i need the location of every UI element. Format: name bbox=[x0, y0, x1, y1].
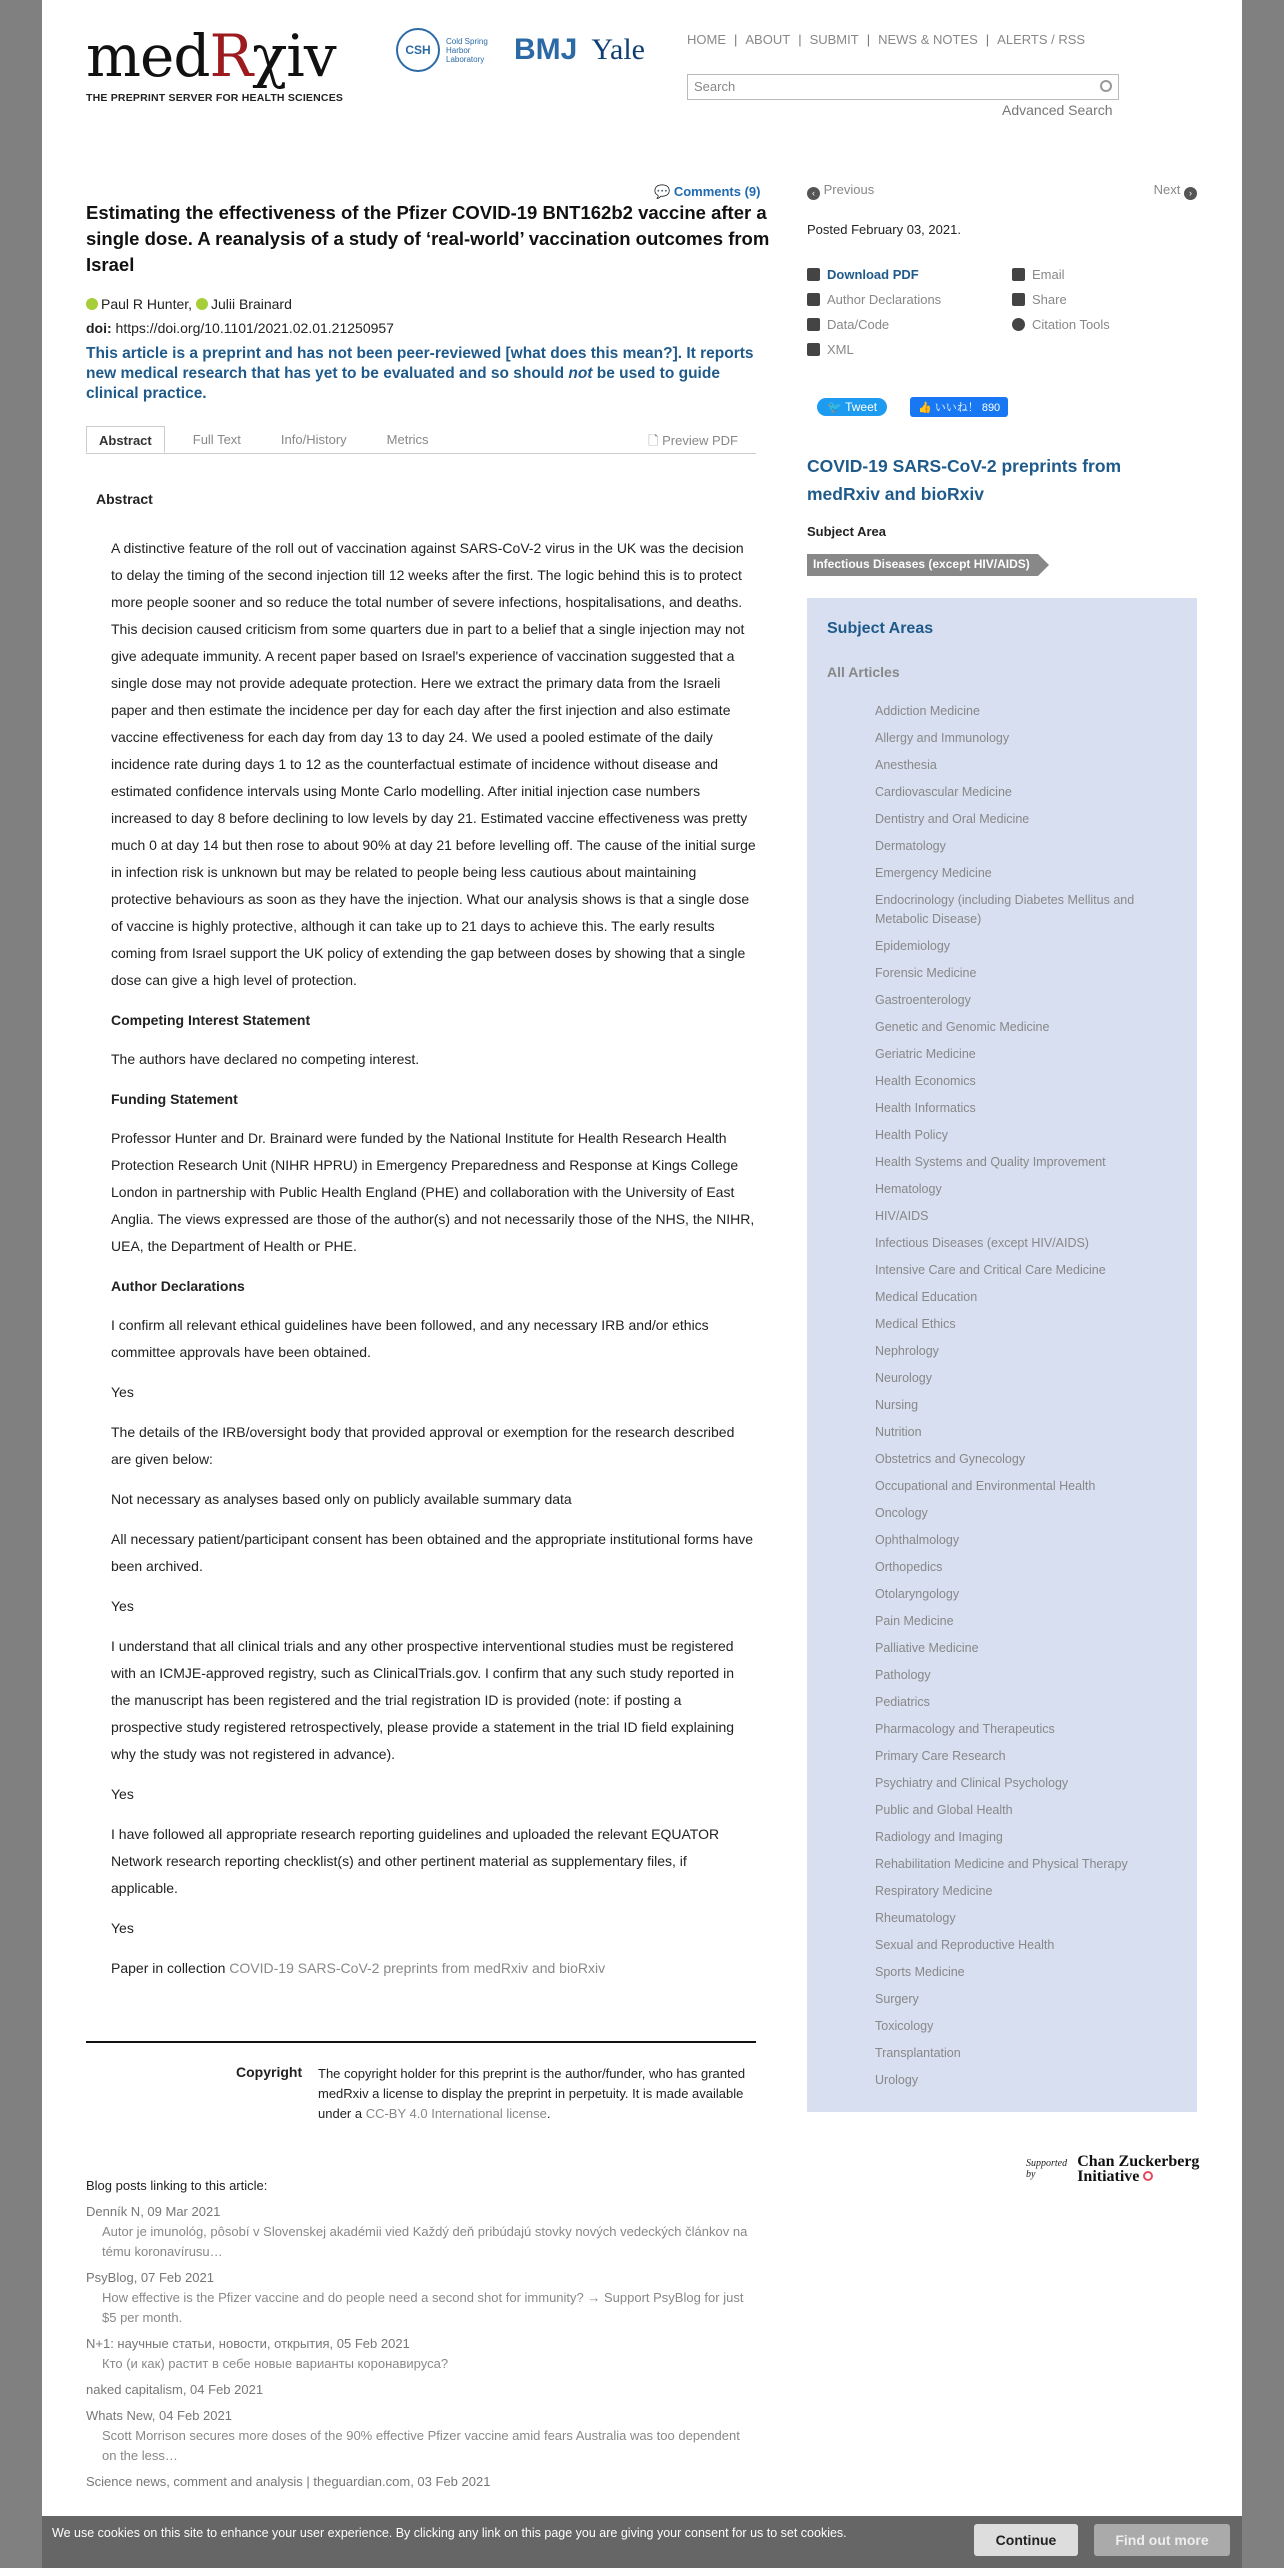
tab-abstract[interactable]: Abstract bbox=[86, 426, 165, 453]
subject-area-item[interactable]: Neurology bbox=[875, 1371, 932, 1385]
declaration-answer: Yes bbox=[111, 1598, 134, 1614]
download-pdf-link[interactable] bbox=[807, 262, 1007, 287]
cookie-banner bbox=[42, 2516, 1242, 2568]
notice-text-b: be used to guide clinical practice. bbox=[86, 365, 720, 402]
orcid-icon[interactable] bbox=[196, 298, 208, 310]
subject-tag[interactable]: Infectious Diseases (except HIV/AIDS) bbox=[807, 554, 1038, 576]
thumbs-up-icon: 👍 bbox=[918, 402, 935, 414]
subject-area-item[interactable]: Sexual and Reproductive Health bbox=[875, 1938, 1055, 1952]
citation-tools-link[interactable] bbox=[1012, 312, 1192, 337]
search-input[interactable] bbox=[687, 74, 1119, 100]
subject-area-item[interactable]: Transplantation bbox=[875, 2046, 961, 2060]
blog-source[interactable]: Denník N, 09 Mar 2021 bbox=[86, 2204, 221, 2219]
bird-icon: 🐦 bbox=[827, 400, 846, 414]
xml-link[interactable] bbox=[807, 337, 1007, 362]
declaration-answer: Yes bbox=[111, 1384, 134, 1400]
top-nav bbox=[687, 32, 1085, 47]
doi bbox=[86, 320, 394, 336]
blog-source[interactable]: naked capitalism, 04 Feb 2021 bbox=[86, 2382, 264, 2397]
collection-title[interactable]: COVID-19 SARS-CoV-2 preprints from medRxiv and bioRxiv bbox=[807, 456, 1122, 504]
globe-icon bbox=[1012, 318, 1025, 331]
blog-excerpt[interactable]: Autor je imunológ, pôsobí v Slovenskej akadémii vied Každý deň pribúdajú stovky nových vedeckých článkov na tému koronavírusu… bbox=[102, 2224, 748, 2259]
subject-area-item[interactable]: Rehabilitation Medicine and Physical Therapy bbox=[875, 1857, 1128, 1871]
subject-area-item[interactable]: Dentistry and Oral Medicine bbox=[875, 812, 1030, 826]
declaration-item: The details of the IRB/oversight body that provided approval or exemption for the research described are given below: bbox=[111, 1424, 735, 1467]
subject-area-item[interactable]: Respiratory Medicine bbox=[875, 1884, 993, 1898]
previous-label: Previous bbox=[823, 182, 875, 197]
subject-area-item[interactable]: Intensive Care and Critical Care Medicine bbox=[875, 1263, 1106, 1277]
checkbox-icon bbox=[807, 293, 820, 306]
license-link[interactable]: CC-BY 4.0 International license bbox=[365, 2106, 547, 2121]
csh-name: Cold Spring Harbor Laboratory bbox=[446, 36, 488, 64]
subject-areas-panel bbox=[807, 598, 1197, 2112]
subject-area-item[interactable]: Hematology bbox=[875, 1182, 942, 1196]
subject-area-item[interactable]: HIV/AIDS bbox=[875, 1209, 929, 1223]
czi-name: Chan Zuckerberg Initiative bbox=[1077, 2153, 1200, 2185]
external-link-icon bbox=[807, 318, 820, 331]
subject-area-item[interactable]: Public and Global Health bbox=[875, 1803, 1013, 1817]
tweet-button[interactable] bbox=[817, 398, 887, 416]
doi-link[interactable]: https://doi.org/10.1101/2021.02.01.21250957 bbox=[115, 320, 394, 336]
subject-area-item[interactable]: Infectious Diseases (except HIV/AIDS) bbox=[875, 1236, 1089, 1250]
funding-heading: Funding Statement bbox=[111, 1091, 238, 1107]
xml-label: XML bbox=[827, 342, 854, 357]
blog-posts bbox=[86, 2176, 756, 2492]
czi-sponsor[interactable] bbox=[1026, 2154, 1242, 2184]
chevron-right-icon: › bbox=[1184, 187, 1197, 200]
nav-about[interactable]: ABOUT bbox=[745, 32, 791, 47]
share-link[interactable] bbox=[1012, 287, 1192, 312]
subject-area-item[interactable]: Psychiatry and Clinical Psychology bbox=[875, 1776, 1069, 1790]
subject-area-item[interactable]: Health Informatics bbox=[875, 1101, 976, 1115]
nav-alerts[interactable]: ALERTS / RSS bbox=[997, 32, 1086, 47]
subject-area-item[interactable]: Pharmacology and Therapeutics bbox=[875, 1722, 1055, 1736]
next-label: Next bbox=[1153, 182, 1181, 197]
subject-area-label: Subject Area bbox=[807, 524, 886, 539]
declaration-answer: Yes bbox=[111, 1786, 134, 1802]
subject-area-item[interactable]: Pathology bbox=[875, 1668, 931, 1682]
tweet-label: Tweet bbox=[845, 400, 878, 414]
subject-area-item[interactable]: Obstetrics and Gynecology bbox=[875, 1452, 1026, 1466]
subject-area-item[interactable]: Genetic and Genomic Medicine bbox=[875, 1020, 1050, 1034]
author-link[interactable]: Julii Brainard bbox=[210, 296, 292, 312]
tab-metrics[interactable]: Metrics bbox=[386, 432, 429, 447]
czi-logo bbox=[1077, 2154, 1242, 2184]
copyright-body: The copyright holder for this preprint is the author/funder, who has granted medRxiv a license to display the preprint in perpetuity. It is made available under a bbox=[318, 2066, 746, 2121]
partner-logos bbox=[396, 28, 645, 72]
nav-home[interactable]: HOME bbox=[687, 32, 726, 47]
subject-area-item[interactable]: Urology bbox=[875, 2073, 919, 2087]
collection-link[interactable]: COVID-19 SARS-CoV-2 preprints from medRxiv and bioRxiv bbox=[229, 1960, 606, 1976]
logo-text-med: med bbox=[86, 22, 210, 90]
like-button[interactable] bbox=[910, 397, 1008, 417]
abstract-text: A distinctive feature of the roll out of vaccination against SARS-CoV-2 virus in the UK was the decision to delay the timing of the second injection till 12 weeks after the first. The logic behind this is to protect more people sooner and so reduce the total number of severe infections, hospitalisations, and deaths. This decision caused criticism from some quarters due in part to a belief that a single injection may not give adequate immunity. A recent paper based on Israel's experience of vaccination suggested that a single dose may not provide adequate protection. Here we extract the primary data from the Israeli paper and then estimate the incidence per day for each day after the first injection and also estimate vaccine effectiveness for each day from day 13 to day 24. We used a pooled estimate of the daily incidence rate during days 1 to 12 as the counterfactual estimate of incidence without disease and estimated confidence intervals using Monte Carlo modelling. After initial injection case numbers increased to day 8 before declining to low levels by day 21. Estimated vaccine effectiveness was pretty much 0 at day 14 but then rose to about 90% at day 21 before levelling off. The cause of the initial surge in infection risk is unknown but may be related to people being less cautious about maintaining protective behaviours as soon as they have the injection. What our analysis shows is that a single dose of vaccine is highly protective, although it can take up to 21 days to achieve this. The early results coming from Israel support the UK policy of extending the gap between doses by showing that a single dose can give a high level of protection. bbox=[111, 540, 756, 988]
collection-line bbox=[111, 1955, 756, 1982]
data-code-link[interactable] bbox=[807, 312, 1007, 337]
posted-date: Posted February 03, 2021. bbox=[807, 222, 961, 237]
subject-areas-heading: Subject Areas bbox=[827, 620, 934, 637]
subject-area-item[interactable]: Endocrinology (including Diabetes Mellitus and Metabolic Disease) bbox=[875, 893, 1135, 926]
divider bbox=[86, 2041, 756, 2043]
logo-text-xiv: χiv bbox=[252, 22, 336, 90]
subject-area-item[interactable]: Primary Care Research bbox=[875, 1749, 1006, 1763]
download-pdf-label: Download PDF bbox=[827, 267, 919, 282]
nav-separator: | bbox=[798, 32, 802, 47]
continue-button[interactable]: Continue bbox=[974, 2524, 1078, 2556]
nav-separator: | bbox=[866, 32, 871, 47]
email-label: Email bbox=[1032, 267, 1065, 282]
abstract-heading: Abstract bbox=[96, 491, 153, 507]
subject-area-item[interactable]: Allergy and Immunology bbox=[875, 731, 1010, 745]
author-declarations-link[interactable] bbox=[807, 287, 1007, 312]
copyright-end: . bbox=[546, 2106, 551, 2121]
subject-area-item[interactable]: Cardiovascular Medicine bbox=[875, 785, 1012, 799]
all-articles-link[interactable]: All Articles bbox=[827, 664, 900, 680]
envelope-icon bbox=[1012, 268, 1025, 281]
advanced-search-link[interactable]: Advanced Search bbox=[1002, 102, 1113, 118]
notice-text-not: not bbox=[568, 365, 593, 382]
subject-area-item[interactable]: Forensic Medicine bbox=[875, 966, 977, 980]
nav-news[interactable]: NEWS & NOTES bbox=[878, 32, 978, 47]
article-tabs bbox=[86, 426, 756, 454]
blog-source[interactable]: Whats New, 04 Feb 2021 bbox=[86, 2408, 232, 2423]
subject-area-item[interactable]: Surgery bbox=[875, 1992, 919, 2006]
competing-heading: Competing Interest Statement bbox=[111, 1012, 311, 1028]
medrxiv-logo[interactable] bbox=[86, 22, 344, 104]
bmj-logo[interactable]: BMJ bbox=[514, 33, 578, 66]
author-declarations-label: Author Declarations bbox=[827, 292, 942, 307]
subject-area-item[interactable]: Geriatric Medicine bbox=[875, 1047, 976, 1061]
subject-area-item[interactable]: Ophthalmology bbox=[875, 1533, 960, 1547]
notice-text-a: This article is a preprint and has not been peer-reviewed [what does this mean?]. It reports new medical research that has yet to be evaluated and so should bbox=[86, 345, 754, 382]
declarations-heading: Author Declarations bbox=[111, 1278, 245, 1294]
previous-link[interactable] bbox=[807, 182, 874, 197]
email-link[interactable] bbox=[1012, 262, 1192, 287]
subject-area-item[interactable]: Nursing bbox=[875, 1398, 919, 1412]
declaration-item: I confirm all relevant ethical guidelines have been followed, and any necessary IRB and/or ethics committee approvals have been obtained. bbox=[111, 1317, 709, 1360]
subject-area-item[interactable]: Medical Ethics bbox=[875, 1317, 956, 1331]
article-content bbox=[96, 486, 756, 1995]
subject-area-item[interactable]: Epidemiology bbox=[875, 939, 951, 953]
blog-excerpt[interactable]: Кто (и как) растит в себе новые варианты коронавируса? bbox=[102, 2356, 449, 2371]
tab-info-history[interactable]: Info/History bbox=[280, 432, 347, 447]
citation-tools-label: Citation Tools bbox=[1032, 317, 1110, 332]
cookie-text: We use cookies on this site to enhance your user experience. By clicking any link on this page you are giving your consent for us to set cookies. bbox=[52, 2526, 847, 2540]
find-out-more-button[interactable]: Find out more bbox=[1094, 2524, 1230, 2556]
subject-area-item[interactable]: Orthopedics bbox=[875, 1560, 943, 1574]
comments-label: Comments (9) bbox=[673, 184, 761, 199]
subject-area-item[interactable]: Sports Medicine bbox=[875, 1965, 965, 1979]
subject-area-item[interactable]: Palliative Medicine bbox=[875, 1641, 979, 1655]
share-label: Share bbox=[1032, 292, 1067, 307]
subject-area-item[interactable]: Gastroenterology bbox=[875, 993, 971, 1007]
collection-label: Paper in collection bbox=[111, 1960, 226, 1976]
subject-area-item[interactable]: Addiction Medicine bbox=[875, 704, 980, 718]
preview-pdf-link[interactable] bbox=[648, 432, 738, 454]
subject-area-item[interactable]: Nutrition bbox=[875, 1425, 922, 1439]
subject-area-item[interactable]: Emergency Medicine bbox=[875, 866, 992, 880]
subject-area-item[interactable]: Medical Education bbox=[875, 1290, 978, 1304]
subject-area-item[interactable]: Oncology bbox=[875, 1506, 928, 1520]
blog-excerpt[interactable]: How effective is the Pfizer vaccine and do people need a second shot for immunity? → Support PsyBlog for just $5 per month. bbox=[102, 2290, 744, 2325]
czi-dot-icon bbox=[1143, 2171, 1153, 2181]
supported-by-label: Supported by bbox=[1026, 2158, 1068, 2180]
blog-posts-title: Blog posts linking to this article: bbox=[86, 2178, 268, 2193]
comment-icon: 💬 bbox=[654, 184, 674, 199]
subject-area-item[interactable]: Occupational and Environmental Health bbox=[875, 1479, 1096, 1493]
nav-submit[interactable]: SUBMIT bbox=[809, 32, 859, 47]
blog-source[interactable]: N+1: научные статьи, новости, открытия, 05 Feb 2021 bbox=[86, 2336, 410, 2351]
declaration-item: I have followed all appropriate research reporting guidelines and uploaded the relevant EQUATOR Network research reporting checklist(s) and other pertinent material as supplementary files, if applicable. bbox=[111, 1826, 720, 1896]
subject-area-item[interactable]: Radiology and Imaging bbox=[875, 1830, 1003, 1844]
subject-area-item[interactable]: Pain Medicine bbox=[875, 1614, 954, 1628]
competing-text: The authors have declared no competing interest. bbox=[111, 1051, 420, 1067]
nav-separator: | bbox=[734, 32, 738, 47]
nav-separator: | bbox=[985, 32, 990, 47]
share-icon bbox=[1012, 293, 1025, 306]
orcid-icon[interactable] bbox=[86, 298, 98, 310]
funding-text: Professor Hunter and Dr. Brainard were funded by the National Institute for Health Research Health Protection Research Unit (NIHR HPRU) in Emergency Preparedness and Response at Kings College London in partnership with Public Health England (PHE) and collaboration with the University of East Anglia. The views expressed are those of the author(s) and not necessarily those of the NHS, the NIHR, UEA, the Department of Health or PHE. bbox=[111, 1130, 755, 1254]
download-icon bbox=[807, 268, 820, 281]
tab-full-text[interactable]: Full Text bbox=[192, 432, 241, 447]
copyright-label: Copyright bbox=[236, 2064, 303, 2080]
subject-area-item[interactable]: Anesthesia bbox=[875, 758, 937, 772]
prev-next-nav bbox=[807, 182, 1197, 200]
blog-excerpt[interactable]: Scott Morrison secures more doses of the 90% effective Pfizer vaccine amid fears Australia was too dependent on the less… bbox=[102, 2428, 740, 2463]
logo-tagline: THE PREPRINT SERVER FOR HEALTH SCIENCES bbox=[86, 92, 344, 104]
search-icon[interactable] bbox=[1100, 80, 1112, 92]
yale-logo[interactable]: Yale bbox=[591, 33, 645, 66]
data-code-label: Data/Code bbox=[827, 317, 890, 332]
external-link-icon bbox=[807, 343, 820, 356]
article-title: Estimating the effectiveness of the Pfizer COVID-19 BNT162b2 vaccine after a single dose. A reanalysis of a study of ‘real-world’ vaccination outcomes from Israel bbox=[86, 202, 770, 275]
subject-area-item[interactable]: Nephrology bbox=[875, 1344, 939, 1358]
csh-logo[interactable]: CSH bbox=[396, 28, 440, 72]
doi-label: doi: bbox=[86, 320, 112, 336]
copyright-text bbox=[318, 2064, 748, 2124]
author-list: Paul R Hunter, Julii Brainard bbox=[86, 296, 292, 312]
subject-area-item[interactable]: Dermatology bbox=[875, 839, 946, 853]
subject-area-item[interactable]: Health Economics bbox=[875, 1074, 976, 1088]
declaration-item: All necessary patient/participant consent has been obtained and the appropriate institutional forms have been archived. bbox=[111, 1531, 754, 1574]
declaration-answer: Not necessary as analyses based only on publicly available summary data bbox=[111, 1491, 572, 1507]
subject-area-item[interactable]: Otolaryngology bbox=[875, 1587, 960, 1601]
subject-area-item[interactable]: Pediatrics bbox=[875, 1695, 930, 1709]
subject-area-item[interactable]: Health Systems and Quality Improvement bbox=[875, 1155, 1106, 1169]
next-link[interactable] bbox=[1154, 182, 1197, 200]
author-link[interactable]: Paul R Hunter bbox=[101, 296, 189, 312]
blog-source[interactable]: Science news, comment and analysis | theguardian.com, 03 Feb 2021 bbox=[86, 2474, 491, 2489]
blog-source[interactable]: PsyBlog, 07 Feb 2021 bbox=[86, 2270, 214, 2285]
declaration-item: I understand that all clinical trials and any other prospective interventional studies must be registered with an ICMJE-approved registry, such as ClinicalTrials.gov. I confirm that any such study reported in the manuscript has been registered and the trial registration ID is provided (note: if posting a prospective study registered retrospectively, please provide a statement in the trial ID field explaining why the study was not registered in advance). bbox=[111, 1638, 735, 1762]
search-placeholder: Search bbox=[694, 79, 736, 94]
logo-text-r: R bbox=[209, 22, 253, 90]
preview-pdf-label: Preview PDF bbox=[662, 433, 738, 448]
declaration-answer: Yes bbox=[111, 1920, 134, 1936]
like-label: いいね！ 890 bbox=[934, 402, 1001, 414]
subject-area-item[interactable]: Toxicology bbox=[875, 2019, 934, 2033]
subject-area-item[interactable]: Health Policy bbox=[875, 1128, 948, 1142]
comments-link[interactable] bbox=[654, 184, 761, 200]
preprint-notice bbox=[86, 344, 766, 404]
document-icon: 🗋 bbox=[648, 433, 663, 448]
page bbox=[42, 0, 1242, 2568]
subject-area-item[interactable]: Rheumatology bbox=[875, 1911, 956, 1925]
chevron-left-icon: ‹ bbox=[807, 187, 820, 200]
subject-area-list bbox=[875, 702, 1175, 2098]
